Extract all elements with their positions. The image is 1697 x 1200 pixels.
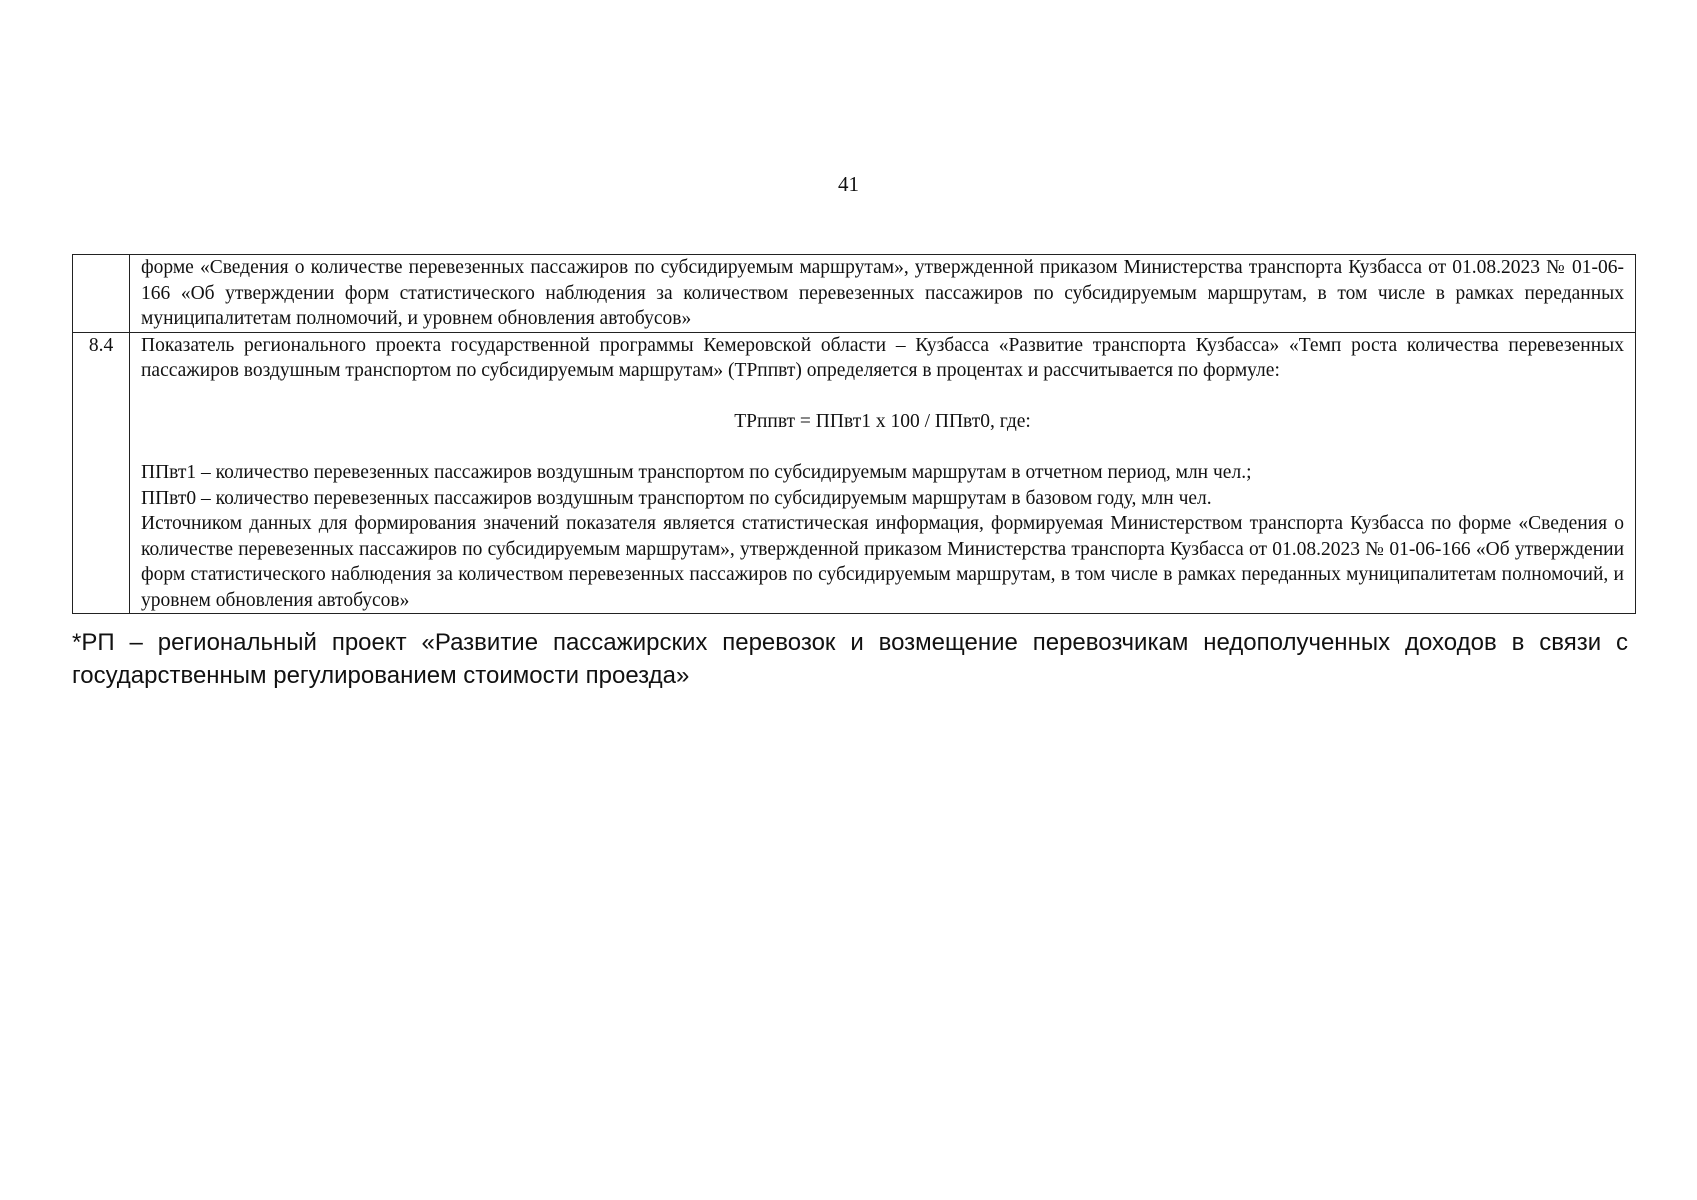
indicator-table — [72, 254, 1636, 614]
indicator-description: Показатель регионального проекта государственной программы Кемеровской области – Кузбасса «Развитие транспорта Кузбасса» «Темп роста количества перевезенных пассажиров воздушным транспортом по субсидируемым маршрутам» (ТРппвт) определяется в процентах и рассчитывается по формуле: — [141, 334, 1624, 381]
row-number-cell: 8.4 — [73, 332, 130, 614]
row-number-cell — [73, 255, 130, 333]
footnote: *РП – региональный проект «Развитие пассажирских перевозок и возмещение перевозчикам недополученных доходов в связи с государственным регулированием стоимости проезда» — [72, 629, 1628, 689]
row-text-cell — [130, 255, 1636, 333]
formula-definition-2: ППвт0 – количество перевезенных пассажиров воздушным транспортом по субсидируемым маршрутам в базовом году, млн чел. — [141, 487, 1212, 509]
data-source-text: Источником данных для формирования значений показателя является статистическая информация, формируемая Министерством транспорта Кузбасса по форме «Сведения о количестве перевезенных пассажиров по субсидируемым маршрутам», утвержденной приказом Министерства транспорта Кузбасса от 01.08.2023 № 01-06-166 «Об утверждении форм статистического наблюдения за количеством перевезенных пассажиров по субсидируемым маршрутам, в том числе в рамках переданных муниципалитетам полномочий, и уровнем обновления автобусов» — [141, 513, 1624, 611]
spacer — [141, 435, 1624, 461]
formula: ТРппвт = ППвт1 x 100 / ППвт0, где: — [734, 411, 1031, 432]
spacer — [141, 384, 1624, 410]
table-row — [73, 332, 1636, 614]
formula-definition-1: ППвт1 – количество перевезенных пассажиров воздушным транспортом по субсидируемым маршрутам в отчетном период, млн чел.; — [141, 462, 1252, 483]
table-row — [73, 255, 1636, 333]
row-text-cell — [130, 332, 1636, 614]
page-number: 41 — [838, 172, 859, 196]
row-continuation-text: форме «Сведения о количестве перевезенных пассажиров по субсидируемым маршрутам», утвержденной приказом Министерства транспорта Кузбасса от 01.08.2023 № 01-06-166 «Об утверждении форм статистического наблюдения за количеством перевезенных пассажиров по субсидируемым маршрутам, в том числе в рамках переданных муниципалитетам полномочий, и уровнем обновления автобусов» — [141, 257, 1624, 329]
